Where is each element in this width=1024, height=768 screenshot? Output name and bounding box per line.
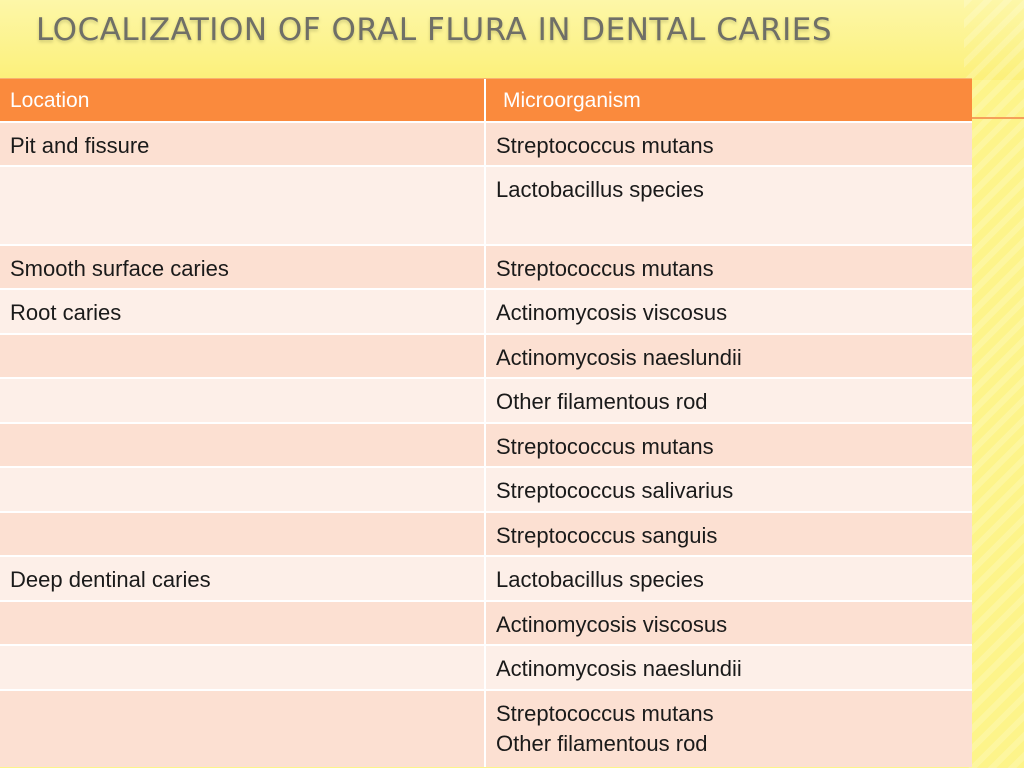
microorganism-cell: Lactobacillus species bbox=[496, 567, 704, 592]
table-row bbox=[0, 602, 972, 646]
table-row bbox=[0, 123, 972, 167]
location-cell bbox=[0, 468, 486, 511]
microorganism-cell: Actinomycosis viscosus bbox=[496, 300, 728, 325]
slide-title: LOCALIZATION OF ORAL FLURA IN DENTAL CARIES bbox=[36, 12, 833, 48]
location-cell: Root caries bbox=[0, 290, 486, 333]
location-cell bbox=[0, 335, 486, 377]
table-row bbox=[0, 468, 972, 513]
table-row bbox=[0, 691, 972, 767]
location-cell bbox=[0, 379, 486, 422]
table-row bbox=[0, 424, 972, 468]
location-cell bbox=[0, 691, 486, 767]
location-cell bbox=[0, 424, 486, 466]
table-row bbox=[0, 335, 972, 379]
microorganism-cell: Lactobacillus species bbox=[496, 177, 704, 202]
microorganism-cell: Streptococcus sanguis bbox=[496, 523, 718, 548]
location-cell bbox=[0, 646, 486, 689]
microorganism-cell: Streptococcus mutans bbox=[496, 256, 714, 281]
accent-line bbox=[972, 117, 1024, 119]
location-cell bbox=[0, 167, 486, 244]
table-row bbox=[0, 646, 972, 691]
table-row bbox=[0, 557, 972, 602]
microorganism-cell: Streptococcus mutans bbox=[496, 133, 714, 158]
microorganism-cell: Actinomycosis naeslundii bbox=[496, 656, 742, 681]
table-row bbox=[0, 513, 972, 557]
microorganism-cell: Actinomycosis naeslundii bbox=[496, 345, 742, 370]
microorganism-cell: Other filamentous rod bbox=[496, 389, 708, 414]
microorganism-cell: Actinomycosis viscosus bbox=[496, 612, 728, 637]
table-row bbox=[0, 379, 972, 424]
table-header-row bbox=[0, 79, 972, 123]
table-row bbox=[0, 290, 972, 335]
location-cell: Deep dentinal caries bbox=[0, 557, 486, 600]
location-cell bbox=[0, 513, 486, 555]
flora-table bbox=[0, 78, 972, 767]
location-cell: Pit and fissure bbox=[0, 123, 486, 165]
table-row bbox=[0, 246, 972, 290]
microorganism-cell: Streptococcus mutans bbox=[496, 434, 714, 459]
table-row bbox=[0, 167, 972, 246]
header-microorganism: Microorganism bbox=[503, 89, 641, 112]
microorganism-cell: Streptococcus mutans Other filamentous rod bbox=[496, 701, 714, 756]
header-location: Location bbox=[0, 79, 486, 121]
slide-background-stripes bbox=[964, 0, 1024, 768]
location-cell: Smooth surface caries bbox=[0, 246, 486, 288]
microorganism-cell: Streptococcus salivarius bbox=[496, 478, 734, 503]
location-cell bbox=[0, 602, 486, 644]
